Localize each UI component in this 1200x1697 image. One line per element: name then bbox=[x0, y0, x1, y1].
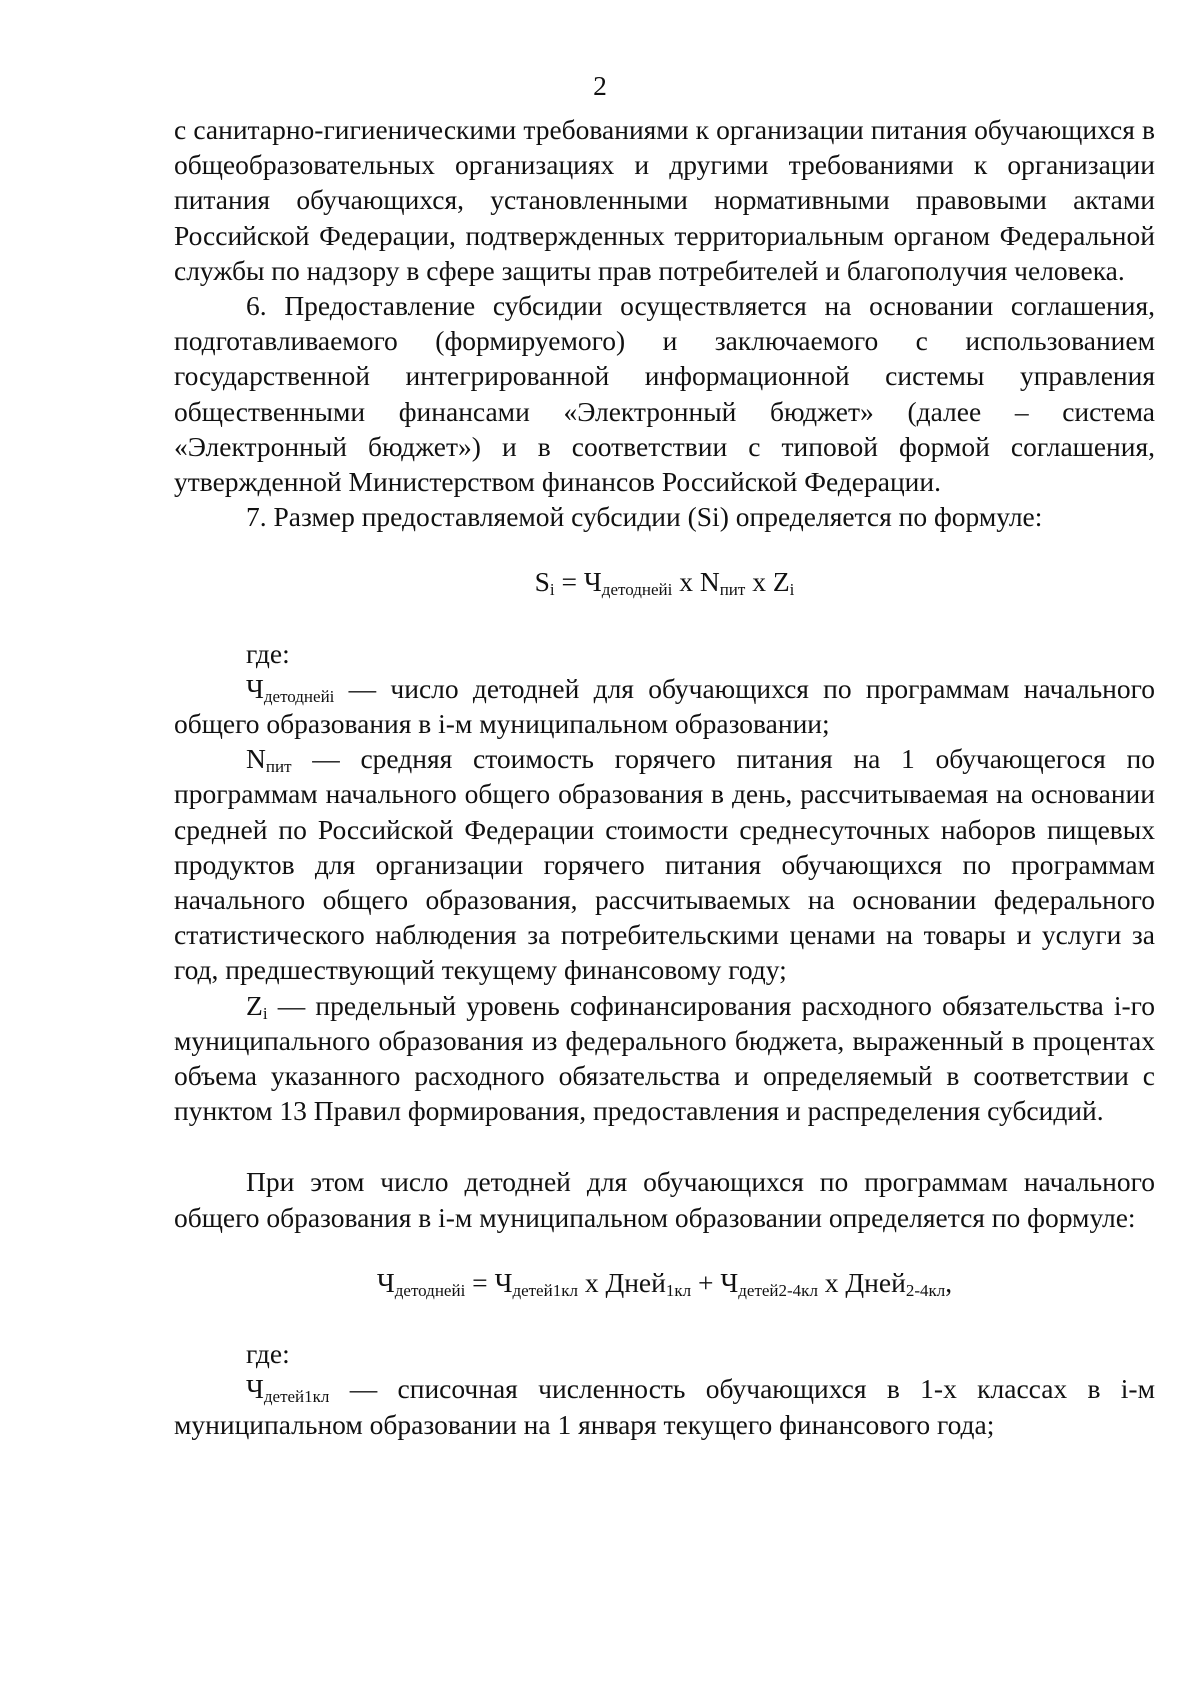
definition-meal-cost: $N_{пит}$ — средняя стоимость горячего питания на 1 обучающегося по программам начального общего образования в день, рассчитываемая на основании средней по Российской Федерации стоимости среднесуточных наборов пищевых продуктов для организации горячего питания обучающихся по программам начального общего образования, рассчитываемых на основании федерального статистического наблюдения за потребительскими ценами на товары и услуги за год, предшествующий текущему финансовому году; bbox=[174, 743, 1155, 986]
definition-child-days: $Ч_{детоднейi}$ — число детодней для обучающихся по программам начального общего образования в i-м муниципальном образовании; bbox=[174, 672, 1155, 740]
page-number: 2 bbox=[593, 70, 607, 101]
formula-child-days: $Ч_{детоднейi} = Ч_{детей1кл}$ x Дней$_{1кл}$ + $Ч_{детей2-4кл}$ x Дней$_{2-4кл}$, bbox=[376, 1266, 953, 1300]
where-label: где: bbox=[246, 637, 290, 669]
paragraph-item-6: 6. Предоставление субсидии осуществляется на основании соглашения, подготавливаемого (формируемого) и заключаемого с использованием государственной интегрированной информационной системы управления общественными финансами «Электронный бюджет» (далее – система «Электронный бюджет») и в соответствии с типовой формой соглашения, утвержденной Министерством финансов Российской Федерации. bbox=[174, 290, 1155, 498]
document-body bbox=[174, 112, 1155, 1442]
paragraph-requirements: с санитарно-гигиеническими требованиями к организации питания обучающихся в общеобразовательных организациях и другими требованиями к организации питания обучающихся, установленными нормативными правовыми актами Российской Федерации, подтвержденных территориальным органом Федеральной службы по надзору в сфере защиты прав потребителей и благополучия человека. bbox=[174, 114, 1155, 286]
definition-cofinancing-level: $Z_i$ — предельный уровень софинансирования расходного обязательства i-го муниципального образования из федерального бюджета, выраженный в процентах объема указанного расходного обязательства и определяемый в соответствии с пунктом 13 Правил формирования, предоставления и распределения субсидий. bbox=[174, 989, 1155, 1127]
definition-first-grade-count: $Ч_{детей1кл}$ — списочная численность обучающихся в 1-х классах в i-м муниципальном образовании на 1 января текущего финансового года; bbox=[174, 1373, 1155, 1440]
formula-subsidy: $S_i = Ч_{детоднейi}$ x $N_{пит}$ x $Z_i$ bbox=[534, 566, 795, 600]
where-label-2: где: bbox=[246, 1338, 290, 1370]
paragraph-item-7: 7. Размер предоставляемой субсидии (Si) определяется по формуле: bbox=[246, 501, 1043, 533]
paragraph-child-days-formula-intro: При этом число детодней для обучающихся по программам начального общего образования в i-м муниципальном образовании определяется по формуле: bbox=[174, 1166, 1155, 1233]
